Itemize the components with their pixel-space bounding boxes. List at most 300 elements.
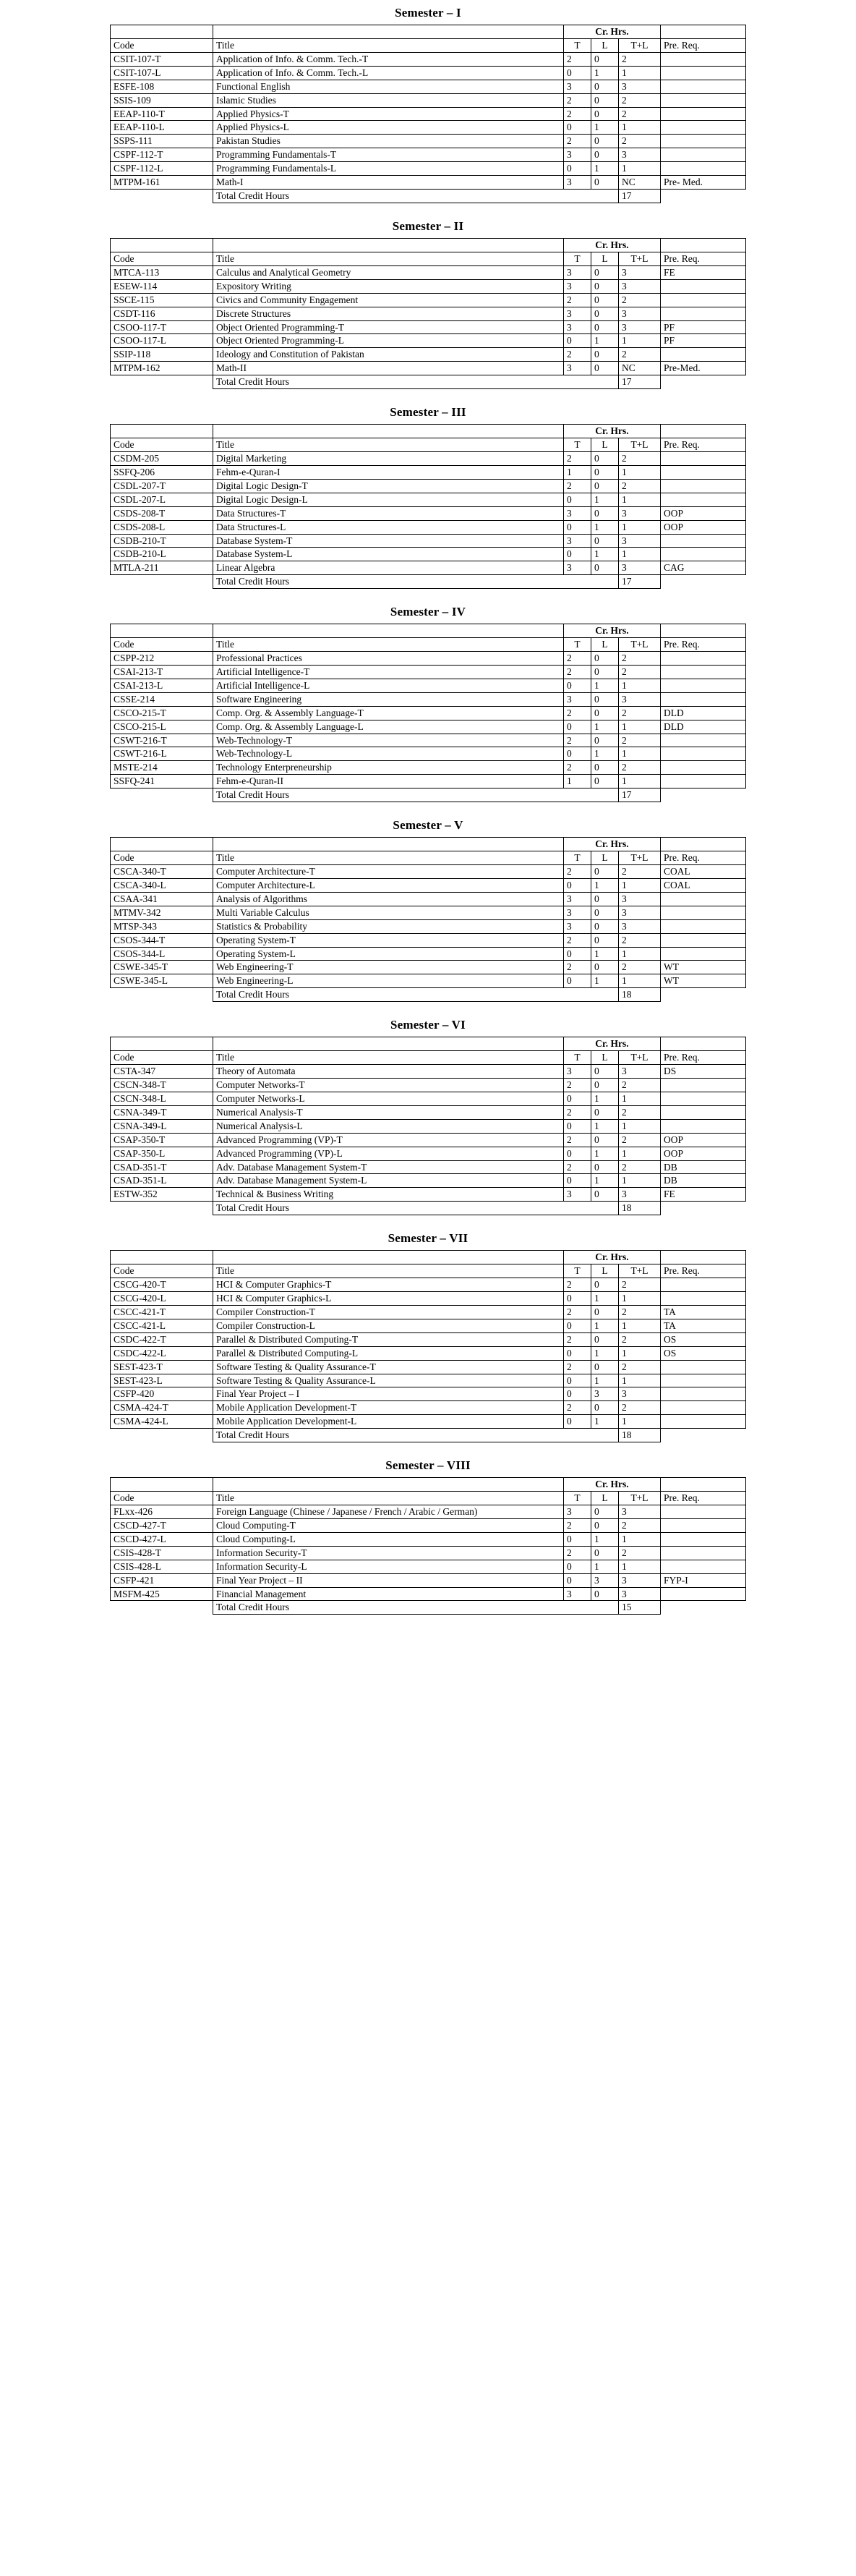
theory-hours: 0 xyxy=(563,720,591,734)
table-header-row xyxy=(111,638,746,652)
semester-block xyxy=(110,1458,746,1615)
pre-requisite xyxy=(661,1560,746,1573)
table-row xyxy=(111,265,746,279)
course-title: Civics and Community Engagement xyxy=(213,293,564,307)
total-hours: 1 xyxy=(618,1532,660,1546)
theory-hours: 0 xyxy=(563,679,591,692)
theory-hours: 0 xyxy=(563,66,591,80)
pre-requisite xyxy=(661,892,746,906)
total-hours: 1 xyxy=(618,520,660,534)
pre-requisite: FYP-I xyxy=(661,1573,746,1587)
lab-hours: 0 xyxy=(591,561,618,575)
theory-hours: 0 xyxy=(563,747,591,761)
total-credit-hours-value: 17 xyxy=(618,190,660,203)
total-credit-hours-row xyxy=(111,575,746,589)
total-hours: NC xyxy=(618,176,660,190)
course-code: CSCA-340-L xyxy=(111,878,213,892)
total-hours: 3 xyxy=(618,265,660,279)
theory-hours: 0 xyxy=(563,1319,591,1332)
theory-hours: 0 xyxy=(563,1415,591,1429)
pre-requisite xyxy=(661,1360,746,1374)
lab-hours: 0 xyxy=(591,265,618,279)
total-credit-hours-label: Total Credit Hours xyxy=(213,788,619,802)
column-header: Title xyxy=(213,252,564,265)
column-header: Title xyxy=(213,438,564,452)
column-header: T+L xyxy=(618,1492,660,1505)
lab-hours: 0 xyxy=(591,1079,618,1092)
table-header-top xyxy=(111,25,746,39)
course-code: SSPS-111 xyxy=(111,135,213,148)
table-row xyxy=(111,878,746,892)
table-row xyxy=(111,80,746,93)
course-title: Ideology and Constitution of Pakistan xyxy=(213,348,564,362)
total-hours: 1 xyxy=(618,679,660,692)
course-title: Advanced Programming (VP)-T xyxy=(213,1133,564,1147)
theory-hours: 2 xyxy=(563,451,591,465)
total-hours: 2 xyxy=(618,1133,660,1147)
total-credit-hours-row xyxy=(111,190,746,203)
course-code: CSIS-428-T xyxy=(111,1546,213,1560)
total-hours: 2 xyxy=(618,665,660,679)
header-spacer-prereq xyxy=(661,25,746,39)
course-title: Parallel & Distributed Computing-T xyxy=(213,1332,564,1346)
course-code: CSDM-205 xyxy=(111,451,213,465)
course-title: Application of Info. & Comm. Tech.-L xyxy=(213,66,564,80)
pre-requisite xyxy=(661,1119,746,1133)
lab-hours: 1 xyxy=(591,1119,618,1133)
total-hours: 1 xyxy=(618,121,660,135)
header-spacer-title xyxy=(213,238,564,252)
header-cr-hrs: Cr. Hrs. xyxy=(563,1478,660,1492)
column-header: Code xyxy=(111,1264,213,1278)
theory-hours: 2 xyxy=(563,706,591,720)
course-code: EEAP-110-T xyxy=(111,107,213,121)
pre-requisite: Pre- Med. xyxy=(661,176,746,190)
pre-requisite xyxy=(661,747,746,761)
total-hours: 2 xyxy=(618,734,660,747)
course-title: Artificial Intelligence-L xyxy=(213,679,564,692)
lab-hours: 1 xyxy=(591,1374,618,1387)
theory-hours: 3 xyxy=(563,892,591,906)
table-row xyxy=(111,665,746,679)
table-row xyxy=(111,451,746,465)
lab-hours: 0 xyxy=(591,775,618,788)
column-header: T xyxy=(563,252,591,265)
pre-requisite xyxy=(661,1079,746,1092)
pre-requisite: PF xyxy=(661,334,746,348)
pre-requisite: DS xyxy=(661,1065,746,1079)
course-title: Information Security-L xyxy=(213,1560,564,1573)
semester-table xyxy=(110,1037,746,1215)
table-row xyxy=(111,1505,746,1518)
course-code: CSDS-208-L xyxy=(111,520,213,534)
total-hours: 2 xyxy=(618,1105,660,1119)
lab-hours: 0 xyxy=(591,906,618,919)
lab-hours: 0 xyxy=(591,1133,618,1147)
lab-hours: 1 xyxy=(591,121,618,135)
semester-table xyxy=(110,624,746,802)
header-spacer-prereq xyxy=(661,1251,746,1264)
course-code: CSIT-107-L xyxy=(111,66,213,80)
lab-hours: 1 xyxy=(591,679,618,692)
total-credit-hours-row xyxy=(111,788,746,802)
header-spacer-title xyxy=(213,25,564,39)
table-header-row xyxy=(111,252,746,265)
table-header-top xyxy=(111,1478,746,1492)
pre-requisite xyxy=(661,1546,746,1560)
pre-requisite xyxy=(661,348,746,362)
table-row xyxy=(111,162,746,176)
total-hours: 2 xyxy=(618,761,660,775)
semester-block xyxy=(110,605,746,802)
semester-block xyxy=(110,1231,746,1442)
course-title: Digital Logic Design-T xyxy=(213,479,564,493)
pre-requisite xyxy=(661,1105,746,1119)
table-row xyxy=(111,1188,746,1202)
lab-hours: 0 xyxy=(591,961,618,974)
theory-hours: 2 xyxy=(563,1518,591,1532)
column-header: L xyxy=(591,1264,618,1278)
lab-hours: 3 xyxy=(591,1387,618,1401)
theory-hours: 0 xyxy=(563,334,591,348)
column-header: Pre. Req. xyxy=(661,851,746,865)
theory-hours: 2 xyxy=(563,1160,591,1174)
semester-title: Semester – VI xyxy=(390,1018,466,1032)
column-header: T+L xyxy=(618,638,660,652)
pre-requisite: OOP xyxy=(661,520,746,534)
course-title: Programming Fundamentals-L xyxy=(213,162,564,176)
course-code: CSDC-422-L xyxy=(111,1346,213,1360)
header-spacer-code xyxy=(111,1478,213,1492)
course-title: Computer Networks-L xyxy=(213,1092,564,1105)
lab-hours: 1 xyxy=(591,747,618,761)
total-hours: 1 xyxy=(618,548,660,561)
lab-hours: 0 xyxy=(591,80,618,93)
course-title: Web-Technology-T xyxy=(213,734,564,747)
table-row xyxy=(111,334,746,348)
course-title: HCI & Computer Graphics-T xyxy=(213,1278,564,1292)
theory-hours: 2 xyxy=(563,348,591,362)
lab-hours: 0 xyxy=(591,107,618,121)
total-credit-hours-row xyxy=(111,1601,746,1615)
course-title: Financial Management xyxy=(213,1587,564,1601)
theory-hours: 3 xyxy=(563,320,591,334)
theory-hours: 3 xyxy=(563,265,591,279)
table-row xyxy=(111,933,746,947)
lab-hours: 0 xyxy=(591,307,618,320)
theory-hours: 3 xyxy=(563,692,591,706)
column-header: Title xyxy=(213,851,564,865)
lab-hours: 0 xyxy=(591,506,618,520)
course-code: ESEW-114 xyxy=(111,279,213,293)
course-title: Adv. Database Management System-T xyxy=(213,1160,564,1174)
total-hours: 2 xyxy=(618,865,660,879)
theory-hours: 3 xyxy=(563,506,591,520)
table-row xyxy=(111,692,746,706)
total-hours: 3 xyxy=(618,1188,660,1202)
course-code: MTLA-211 xyxy=(111,561,213,575)
table-header-top xyxy=(111,1251,746,1264)
header-spacer-code xyxy=(111,1251,213,1264)
course-code: CSAP-350-L xyxy=(111,1147,213,1160)
lab-hours: 0 xyxy=(591,1505,618,1518)
total-credit-hours-row xyxy=(111,1202,746,1215)
semester-table xyxy=(110,424,746,589)
total-hours: 2 xyxy=(618,1160,660,1174)
course-code: MSTE-214 xyxy=(111,761,213,775)
theory-hours: 0 xyxy=(563,1291,591,1305)
course-title: Comp. Org. & Assembly Language-L xyxy=(213,720,564,734)
lab-hours: 0 xyxy=(591,692,618,706)
course-title: Computer Architecture-L xyxy=(213,878,564,892)
course-code: CSCG-420-L xyxy=(111,1291,213,1305)
course-title: Linear Algebra xyxy=(213,561,564,575)
column-header: Pre. Req. xyxy=(661,638,746,652)
course-code: ESTW-352 xyxy=(111,1188,213,1202)
theory-hours: 0 xyxy=(563,878,591,892)
theory-hours: 2 xyxy=(563,1332,591,1346)
total-hours: 3 xyxy=(618,906,660,919)
table-row xyxy=(111,747,746,761)
pre-requisite: OOP xyxy=(661,506,746,520)
header-spacer-prereq xyxy=(661,1037,746,1051)
course-code: CSCD-427-L xyxy=(111,1532,213,1546)
table-row xyxy=(111,1401,746,1415)
theory-hours: 3 xyxy=(563,561,591,575)
header-spacer-title xyxy=(213,425,564,438)
course-code: CSCG-420-T xyxy=(111,1278,213,1292)
lab-hours: 0 xyxy=(591,293,618,307)
header-spacer-code xyxy=(111,238,213,252)
course-title: Pakistan Studies xyxy=(213,135,564,148)
lab-hours: 1 xyxy=(591,878,618,892)
pre-requisite xyxy=(661,465,746,479)
column-header: Pre. Req. xyxy=(661,38,746,52)
column-header: T xyxy=(563,638,591,652)
course-title: Calculus and Analytical Geometry xyxy=(213,265,564,279)
theory-hours: 0 xyxy=(563,162,591,176)
course-title: HCI & Computer Graphics-L xyxy=(213,1291,564,1305)
total-credit-hours-value: 18 xyxy=(618,988,660,1002)
table-row xyxy=(111,1105,746,1119)
total-hours: 3 xyxy=(618,148,660,162)
table-row xyxy=(111,107,746,121)
theory-hours: 2 xyxy=(563,1278,591,1292)
total-credit-hours-row xyxy=(111,375,746,389)
total-credit-hours-value: 17 xyxy=(618,375,660,389)
theory-hours: 0 xyxy=(563,1346,591,1360)
table-row xyxy=(111,121,746,135)
total-hours: 3 xyxy=(618,1587,660,1601)
total-hours: 1 xyxy=(618,720,660,734)
pre-requisite xyxy=(661,1532,746,1546)
theory-hours: 0 xyxy=(563,1119,591,1133)
table-header-row xyxy=(111,1492,746,1505)
course-title: Discrete Structures xyxy=(213,307,564,320)
total-hours: 1 xyxy=(618,493,660,506)
total-credit-hours-label: Total Credit Hours xyxy=(213,1202,619,1215)
course-title: Applied Physics-T xyxy=(213,107,564,121)
lab-hours: 0 xyxy=(591,348,618,362)
lab-hours: 0 xyxy=(591,1305,618,1319)
theory-hours: 2 xyxy=(563,761,591,775)
theory-hours: 2 xyxy=(563,933,591,947)
header-spacer-title xyxy=(213,1478,564,1492)
pre-requisite xyxy=(661,162,746,176)
total-row-spacer xyxy=(111,575,213,589)
theory-hours: 0 xyxy=(563,1532,591,1546)
pre-requisite xyxy=(661,451,746,465)
course-title: Web-Technology-L xyxy=(213,747,564,761)
total-row-end-spacer xyxy=(661,1202,746,1215)
table-row xyxy=(111,947,746,961)
total-hours: 1 xyxy=(618,1415,660,1429)
lab-hours: 0 xyxy=(591,1546,618,1560)
course-title: Professional Practices xyxy=(213,652,564,666)
total-hours: 2 xyxy=(618,961,660,974)
course-title: Cloud Computing-T xyxy=(213,1518,564,1532)
pre-requisite xyxy=(661,293,746,307)
total-hours: 1 xyxy=(618,974,660,988)
table-row xyxy=(111,1518,746,1532)
column-header: T xyxy=(563,38,591,52)
header-spacer-title xyxy=(213,838,564,851)
course-code: FLxx-426 xyxy=(111,1505,213,1518)
theory-hours: 3 xyxy=(563,80,591,93)
theory-hours: 2 xyxy=(563,1401,591,1415)
theory-hours: 3 xyxy=(563,362,591,375)
semester-title: Semester – IV xyxy=(390,605,466,619)
course-code: CSAA-341 xyxy=(111,892,213,906)
total-credit-hours-value: 15 xyxy=(618,1601,660,1615)
theory-hours: 2 xyxy=(563,1305,591,1319)
course-title: Artificial Intelligence-T xyxy=(213,665,564,679)
total-row-end-spacer xyxy=(661,375,746,389)
table-row xyxy=(111,706,746,720)
course-code: MTPM-162 xyxy=(111,362,213,375)
semester-title: Semester – VIII xyxy=(385,1458,471,1473)
course-code: CSCC-421-L xyxy=(111,1319,213,1332)
pre-requisite xyxy=(661,1374,746,1387)
column-header: L xyxy=(591,1051,618,1065)
table-row xyxy=(111,93,746,107)
theory-hours: 0 xyxy=(563,1147,591,1160)
column-header: Title xyxy=(213,1051,564,1065)
pre-requisite xyxy=(661,1415,746,1429)
course-code: CSDB-210-T xyxy=(111,534,213,548)
total-hours: 3 xyxy=(618,692,660,706)
course-title: Foreign Language (Chinese / Japanese / French / Arabic / German) xyxy=(213,1505,564,1518)
theory-hours: 2 xyxy=(563,135,591,148)
column-header: Title xyxy=(213,1492,564,1505)
lab-hours: 0 xyxy=(591,761,618,775)
table-row xyxy=(111,775,746,788)
course-code: CSCN-348-L xyxy=(111,1092,213,1105)
course-code: CSMA-424-L xyxy=(111,1415,213,1429)
column-header: L xyxy=(591,438,618,452)
course-title: Theory of Automata xyxy=(213,1065,564,1079)
column-header: T xyxy=(563,1264,591,1278)
table-row xyxy=(111,1546,746,1560)
lab-hours: 1 xyxy=(591,1174,618,1188)
lab-hours: 0 xyxy=(591,865,618,879)
table-row xyxy=(111,1374,746,1387)
course-title: Database System-T xyxy=(213,534,564,548)
table-row xyxy=(111,1346,746,1360)
lab-hours: 0 xyxy=(591,1332,618,1346)
header-spacer-prereq xyxy=(661,624,746,638)
pre-requisite xyxy=(661,493,746,506)
pre-requisite xyxy=(661,1291,746,1305)
total-credit-hours-label: Total Credit Hours xyxy=(213,375,619,389)
course-title: Numerical Analysis-L xyxy=(213,1119,564,1133)
column-header: L xyxy=(591,1492,618,1505)
column-header: Code xyxy=(111,638,213,652)
total-row-end-spacer xyxy=(661,190,746,203)
course-title: Data Structures-T xyxy=(213,506,564,520)
course-code: CSAI-213-T xyxy=(111,665,213,679)
course-title: Operating System-L xyxy=(213,947,564,961)
theory-hours: 3 xyxy=(563,176,591,190)
lab-hours: 0 xyxy=(591,919,618,933)
course-code: CSMA-424-T xyxy=(111,1401,213,1415)
column-header: T xyxy=(563,438,591,452)
theory-hours: 2 xyxy=(563,1360,591,1374)
theory-hours: 0 xyxy=(563,1174,591,1188)
total-hours: 2 xyxy=(618,1079,660,1092)
total-hours: 3 xyxy=(618,892,660,906)
lab-hours: 1 xyxy=(591,493,618,506)
table-row xyxy=(111,720,746,734)
theory-hours: 0 xyxy=(563,1387,591,1401)
total-row-spacer xyxy=(111,190,213,203)
total-hours: 2 xyxy=(618,135,660,148)
theory-hours: 2 xyxy=(563,665,591,679)
table-row xyxy=(111,1079,746,1092)
total-hours: 3 xyxy=(618,561,660,575)
course-title: Mobile Application Development-T xyxy=(213,1401,564,1415)
table-header-row xyxy=(111,438,746,452)
lab-hours: 0 xyxy=(591,1160,618,1174)
header-cr-hrs: Cr. Hrs. xyxy=(563,1037,660,1051)
column-header: Code xyxy=(111,851,213,865)
course-code: SEST-423-L xyxy=(111,1374,213,1387)
total-credit-hours-label: Total Credit Hours xyxy=(213,988,619,1002)
theory-hours: 0 xyxy=(563,947,591,961)
total-row-spacer xyxy=(111,375,213,389)
column-header: Pre. Req. xyxy=(661,252,746,265)
table-row xyxy=(111,892,746,906)
course-code: CSOO-117-T xyxy=(111,320,213,334)
total-hours: 3 xyxy=(618,919,660,933)
course-code: CSAD-351-T xyxy=(111,1160,213,1174)
course-code: CSAD-351-L xyxy=(111,1174,213,1188)
table-header-row xyxy=(111,1264,746,1278)
course-code: CSDB-210-L xyxy=(111,548,213,561)
semester-title: Semester – III xyxy=(390,405,466,420)
column-header: Pre. Req. xyxy=(661,1492,746,1505)
course-code: ESFE-108 xyxy=(111,80,213,93)
table-row xyxy=(111,1092,746,1105)
table-row xyxy=(111,1319,746,1332)
total-hours: 1 xyxy=(618,1346,660,1360)
pre-requisite xyxy=(661,1387,746,1401)
theory-hours: 0 xyxy=(563,493,591,506)
lab-hours: 0 xyxy=(591,652,618,666)
pre-requisite xyxy=(661,933,746,947)
course-title: Cloud Computing-L xyxy=(213,1532,564,1546)
total-hours: 3 xyxy=(618,1387,660,1401)
